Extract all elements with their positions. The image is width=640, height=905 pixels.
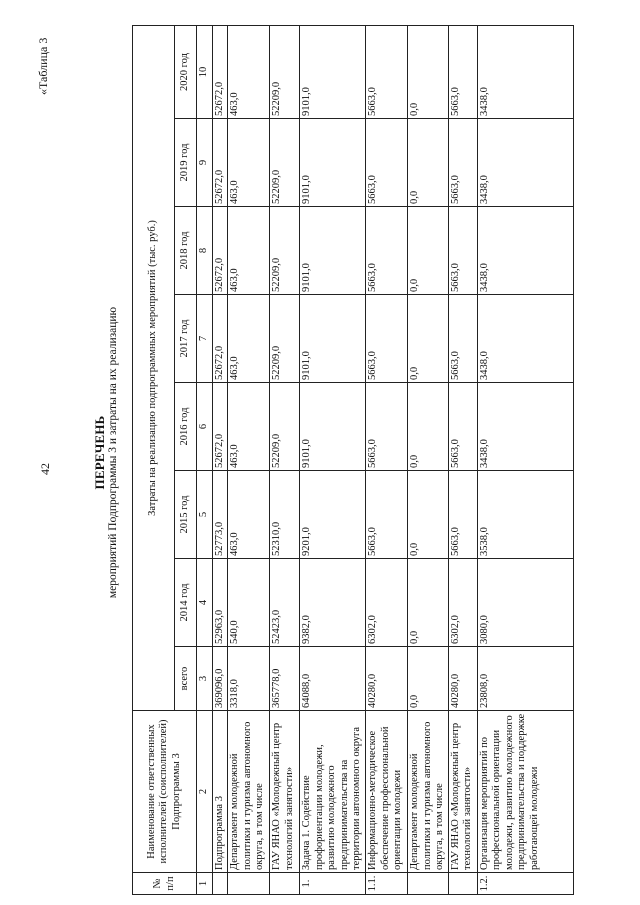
row-year-value: 52773,0	[212, 471, 228, 559]
row-year-value: 52209,0	[270, 383, 300, 471]
column-number: 2	[197, 711, 213, 873]
header-no: № п/п	[133, 873, 197, 895]
row-name: Департамент молодежной политики и туризма автономного округа, в том числе	[408, 711, 449, 873]
row-year-value: 3438,0	[477, 383, 573, 471]
row-year-value: 463,0	[228, 471, 270, 559]
header-year: 2015 год	[175, 471, 197, 559]
row-year-value: 463,0	[228, 383, 270, 471]
document-title: ПЕРЕЧЕНЬ	[92, 415, 107, 490]
table-row	[408, 26, 449, 895]
row-name: Подпрограмма 3	[212, 711, 228, 873]
row-year-value: 52310,0	[270, 471, 300, 559]
row-year-value: 5663,0	[366, 383, 408, 471]
header-name: Наименование ответственных исполнителей (соисполнителей) Подпрограммы 3	[133, 711, 197, 873]
row-year-value: 9101,0	[300, 26, 366, 119]
row-year-value: 52672,0	[212, 26, 228, 119]
measures-table	[132, 25, 574, 895]
row-year-value: 0,0	[408, 471, 449, 559]
row-total-value: 64088,0	[300, 647, 366, 711]
header-year: 2014 год	[175, 559, 197, 647]
column-number: 1	[197, 873, 213, 895]
row-number: 1.	[300, 873, 366, 895]
row-year-value: 0,0	[408, 559, 449, 647]
table-row	[448, 26, 477, 895]
table-row	[212, 26, 228, 895]
row-year-value: 6302,0	[448, 559, 477, 647]
table-row	[477, 26, 573, 895]
row-year-value: 3438,0	[477, 207, 573, 295]
row-total-value: 40280,0	[366, 647, 408, 711]
header-year: 2017 год	[175, 295, 197, 383]
row-year-value: 5663,0	[448, 207, 477, 295]
table-label: «Таблица 3	[36, 37, 50, 95]
row-year-value: 9101,0	[300, 119, 366, 207]
row-name: Задача 1. Содействие профориентации молодежи, развитию молодежного предпринимательства на территории автономного округа	[300, 711, 366, 873]
column-number: 10	[197, 26, 213, 119]
row-number	[228, 873, 270, 895]
column-number: 5	[197, 471, 213, 559]
row-year-value: 0,0	[408, 119, 449, 207]
row-year-value: 5663,0	[448, 383, 477, 471]
row-number	[212, 873, 228, 895]
row-year-value: 5663,0	[448, 471, 477, 559]
row-year-value: 463,0	[228, 26, 270, 119]
header-costs: Затраты на реализацию подпрограммных мероприятий (тыс. руб.)	[133, 26, 175, 711]
row-year-value: 5663,0	[448, 26, 477, 119]
row-year-value: 5663,0	[366, 207, 408, 295]
row-year-value: 9101,0	[300, 383, 366, 471]
row-name: Департамент молодежной политики и туризма автономного округа, в том числе	[228, 711, 270, 873]
row-total-value: 369096,0	[212, 647, 228, 711]
row-year-value: 9382,0	[300, 559, 366, 647]
page-number: 42	[38, 463, 52, 475]
row-total-value: 365778,0	[270, 647, 300, 711]
row-year-value: 52209,0	[270, 119, 300, 207]
row-total-value: 40280,0	[448, 647, 477, 711]
row-year-value: 463,0	[228, 207, 270, 295]
row-year-value: 3438,0	[477, 26, 573, 119]
row-year-value: 0,0	[408, 26, 449, 119]
row-year-value: 5663,0	[448, 119, 477, 207]
row-year-value: 6302,0	[366, 559, 408, 647]
row-name: ГАУ ЯНАО «Молодежный центр технологий занятости»	[270, 711, 300, 873]
row-year-value: 52209,0	[270, 207, 300, 295]
row-year-value: 9101,0	[300, 295, 366, 383]
column-number: 4	[197, 559, 213, 647]
row-number	[448, 873, 477, 895]
table-wrapper	[132, 26, 574, 895]
row-year-value: 52672,0	[212, 207, 228, 295]
row-name: ГАУ ЯНАО «Молодежный центр технологий занятости»	[448, 711, 477, 873]
row-year-value: 5663,0	[366, 471, 408, 559]
table-row	[228, 26, 270, 895]
column-number: 3	[197, 647, 213, 711]
table-row	[300, 26, 366, 895]
row-number	[270, 873, 300, 895]
row-year-value: 5663,0	[366, 26, 408, 119]
row-year-value: 5663,0	[366, 119, 408, 207]
table-row	[366, 26, 408, 895]
row-number: 1.1.	[366, 873, 408, 895]
column-number: 8	[197, 207, 213, 295]
header-year: 2018 год	[175, 207, 197, 295]
row-year-value: 3080,0	[477, 559, 573, 647]
header-year: 2019 год	[175, 119, 197, 207]
row-number	[408, 873, 449, 895]
row-name: Информационно-методическое обеспечение профессиональной ориентации молодежи	[366, 711, 408, 873]
row-year-value: 5663,0	[448, 295, 477, 383]
row-year-value: 463,0	[228, 119, 270, 207]
row-total-value: 23808,0	[477, 647, 573, 711]
row-year-value: 540,0	[228, 559, 270, 647]
row-year-value: 3538,0	[477, 471, 573, 559]
row-year-value: 0,0	[408, 295, 449, 383]
row-year-value: 52423,0	[270, 559, 300, 647]
header-year: 2020 год	[175, 26, 197, 119]
row-year-value: 52672,0	[212, 119, 228, 207]
row-year-value: 9201,0	[300, 471, 366, 559]
row-total-value: 3318,0	[228, 647, 270, 711]
row-year-value: 9101,0	[300, 207, 366, 295]
row-year-value: 3438,0	[477, 295, 573, 383]
document-subtitle: мероприятий Подпрограммы 3 и затраты на их реализацию	[107, 306, 119, 599]
row-year-value: 52209,0	[270, 295, 300, 383]
column-number: 7	[197, 295, 213, 383]
header-total: всего	[175, 647, 197, 711]
row-year-value: 52672,0	[212, 383, 228, 471]
row-year-value: 3438,0	[477, 119, 573, 207]
row-year-value: 52963,0	[212, 559, 228, 647]
column-number: 9	[197, 119, 213, 207]
row-year-value: 463,0	[228, 295, 270, 383]
row-year-value: 52209,0	[270, 26, 300, 119]
column-number: 6	[197, 383, 213, 471]
header-year: 2016 год	[175, 383, 197, 471]
row-name: Организация мероприятий по профессиональной ориентации молодежи, развитию молодежного предпринимательства и поддержке работающей молодежи	[477, 711, 573, 873]
row-total-value: 0,0	[408, 647, 449, 711]
row-year-value: 5663,0	[366, 295, 408, 383]
row-year-value: 52672,0	[212, 295, 228, 383]
row-year-value: 0,0	[408, 383, 449, 471]
table-row	[270, 26, 300, 895]
table-body	[212, 26, 573, 895]
row-year-value: 0,0	[408, 207, 449, 295]
row-number: 1.2.	[477, 873, 573, 895]
